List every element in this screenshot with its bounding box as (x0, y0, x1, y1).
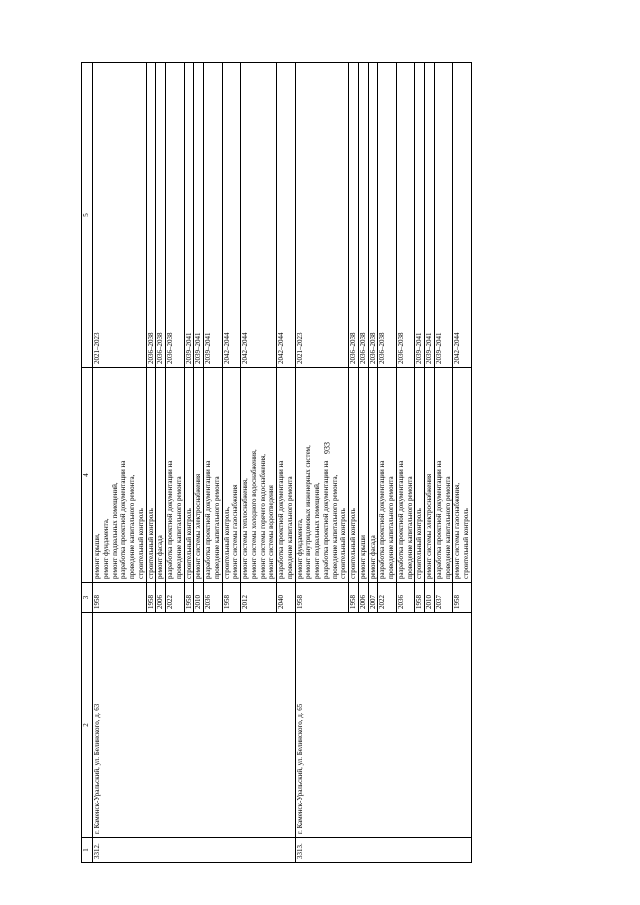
page-number: 933 (322, 442, 332, 454)
record-address: г. Каменск-Уральский, ул. Белинского, д. 63 (93, 613, 296, 838)
work-line: разработка проектной документации на (434, 460, 443, 579)
work-line: разработка проектной документации на (321, 460, 330, 579)
period-cell: 2036–2038 (368, 63, 378, 368)
work-line: разработка проектной документации на (396, 460, 405, 579)
year-cell: 2012 (241, 583, 277, 613)
year-cell: 1958 (453, 583, 472, 613)
record-address: г. Каменск-Уральский, ул. Белинского, д. 65 (295, 613, 471, 838)
work-cell (415, 368, 425, 583)
period-cell: 2036–2038 (166, 63, 185, 368)
work-cell (184, 368, 194, 583)
year-cell: 1958 (295, 583, 349, 613)
work-line: строительный контроль (415, 508, 424, 579)
work-cell (349, 368, 359, 583)
year-cell: 1958 (146, 583, 156, 613)
work-line: разработка проектной документации на (277, 460, 285, 579)
year-cell: 1958 (415, 583, 425, 613)
work-line: строительный контроль (339, 508, 348, 579)
work-cell (204, 368, 223, 583)
period-cell: 2039–2041 (194, 63, 204, 368)
table-row (295, 63, 349, 863)
work-line: ремонт системы электроснабжения (194, 473, 203, 579)
work-line: строительный контроль (349, 508, 357, 579)
year-cell: 2006 (156, 583, 166, 613)
period-cell: 2039–2041 (434, 63, 453, 368)
period-cell: 2036–2038 (349, 63, 359, 368)
work-line: проведение капитального ремонта (285, 476, 294, 579)
period-cell: 2036–2038 (396, 63, 415, 368)
work-line: ремонт фундамента, (101, 518, 110, 579)
period-cell: 2021–2023 (93, 63, 147, 368)
year-cell: 2040 (277, 583, 296, 613)
period-cell: 2036–2038 (358, 63, 368, 368)
work-line: ремонт системы водоотведения (267, 485, 276, 579)
period-cell: 2039–2041 (204, 63, 223, 368)
work-line: строительный контроль (136, 508, 145, 579)
year-cell: 1958 (184, 583, 194, 613)
header-cell: 3 (82, 583, 93, 613)
header-cell: 1 (82, 838, 93, 863)
period-cell: 2036–2038 (156, 63, 166, 368)
work-line: строительный контроль (462, 508, 470, 579)
rotated-table-container (81, 63, 581, 863)
work-cell (277, 368, 296, 583)
period-cell: 2042–2044 (241, 63, 277, 368)
year-cell: 2010 (425, 583, 435, 613)
year-cell: 2010 (194, 583, 204, 613)
work-line: ремонт системы горячего водоснабжения, (258, 453, 267, 579)
record-number: 3312. (93, 838, 296, 863)
work-line: строительный контроль (146, 508, 155, 579)
year-cell: 2036 (396, 583, 415, 613)
year-cell: 2037 (434, 583, 453, 613)
work-line: разработка проектной документации на (204, 460, 212, 579)
capital-repair-table (81, 62, 472, 863)
year-cell: 2007 (368, 583, 378, 613)
period-cell: 2042–2044 (277, 63, 296, 368)
work-line: разработка проектной документации на (119, 460, 128, 579)
work-line: ремонт подвальных помещений, (110, 482, 119, 579)
work-line: ремонт системы холодного водоснабжения, (249, 449, 258, 579)
table-body (82, 63, 472, 863)
work-cell (378, 368, 397, 583)
header-cell: 4 (82, 368, 93, 583)
work-line: ремонт системы газоснабжения (231, 484, 240, 579)
year-cell: 2022 (378, 583, 397, 613)
year-cell: 2006 (358, 583, 368, 613)
work-cell (396, 368, 415, 583)
work-line: проведение капитального ремонта (387, 476, 395, 579)
work-cell (425, 368, 435, 583)
work-line: строительный контроль (184, 508, 193, 579)
work-line: строительный контроль, (222, 506, 231, 579)
work-cell (368, 368, 378, 583)
work-cell (194, 368, 204, 583)
table-row (93, 63, 147, 863)
work-cell (358, 368, 368, 583)
work-line: проведение капитального ремонта (212, 476, 221, 579)
year-cell: 1958 (222, 583, 241, 613)
work-cell (434, 368, 453, 583)
work-line: проведение капитального ремонта (405, 476, 414, 579)
header-row (82, 63, 93, 863)
year-cell: 2036 (204, 583, 223, 613)
period-cell: 2042–2044 (453, 63, 472, 368)
year-cell: 1958 (93, 583, 147, 613)
work-line: ремонт системы газоснабжения, (453, 482, 462, 579)
work-line: ремонт фундамента, (295, 518, 304, 579)
period-cell: 2036–2038 (146, 63, 156, 368)
work-cell (93, 368, 147, 583)
work-cell (222, 368, 241, 583)
work-cell (295, 368, 349, 583)
period-cell: 2042–2044 (222, 63, 241, 368)
work-cell (156, 368, 166, 583)
header-cell: 5 (82, 63, 93, 368)
work-line: ремонт фасада (156, 535, 165, 579)
period-cell: 2021–2023 (295, 63, 349, 368)
work-line: проведение капитального ремонта (174, 476, 183, 579)
header-cell: 2 (82, 613, 93, 838)
work-line: разработка проектной документации на (378, 460, 387, 579)
period-cell: 2036–2038 (378, 63, 397, 368)
work-line: ремонт фасада (368, 535, 377, 579)
work-line: проведение капитального ремонта, (128, 474, 136, 579)
record-number: 3313. (295, 838, 471, 863)
period-cell: 2039–2041 (415, 63, 425, 368)
period-cell: 2039–2041 (184, 63, 194, 368)
work-line: ремонт крыши (358, 535, 367, 579)
period-cell: 2039–2041 (425, 63, 435, 368)
work-line: ремонт крыши, (93, 533, 101, 579)
work-line: проведение капитального ремонта (443, 476, 452, 579)
work-cell (453, 368, 472, 583)
work-cell (166, 368, 185, 583)
work-line: ремонт системы теплоснабжения, (241, 478, 249, 579)
year-cell: 1958 (349, 583, 359, 613)
work-cell (241, 368, 277, 583)
year-cell: 2022 (166, 583, 185, 613)
work-line: ремонт подвальных помещений, (313, 482, 321, 579)
work-line: разработка проектной документации на (166, 460, 174, 579)
work-line: проведение капитального ремонта, (330, 474, 339, 579)
work-cell (146, 368, 156, 583)
work-line: ремонт системы электроснабжения (425, 473, 433, 579)
work-line: ремонт внутридомовых инженерных систем, (304, 445, 313, 579)
